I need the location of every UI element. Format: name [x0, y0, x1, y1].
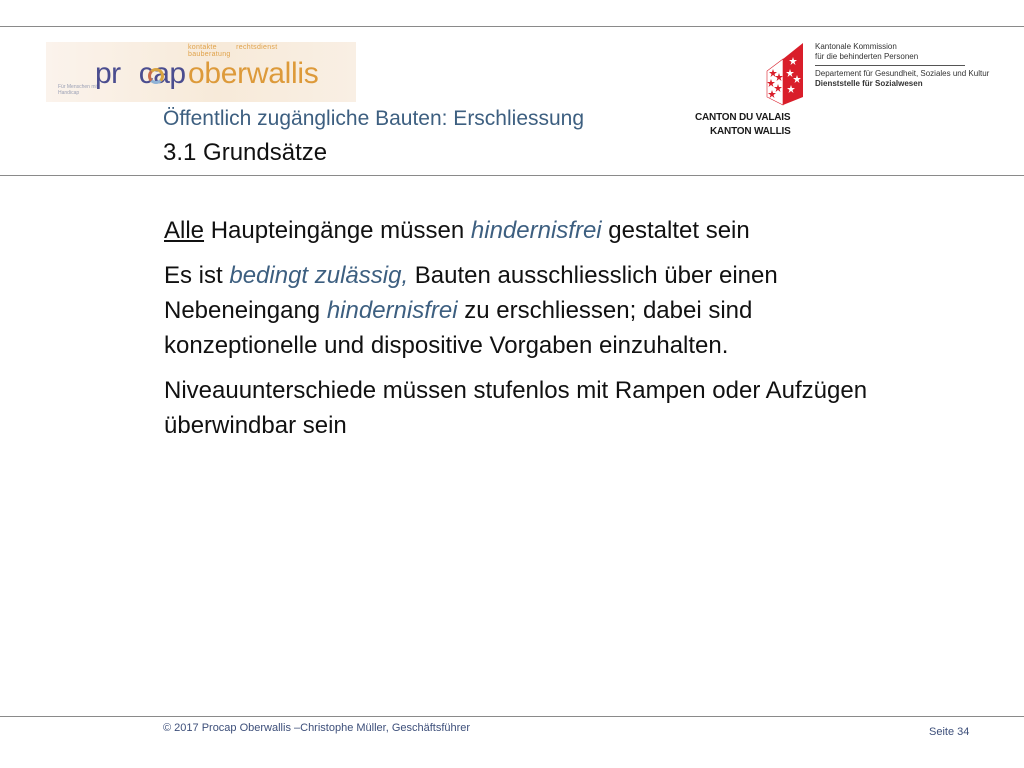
service-name: Dienststelle für Sozialwesen [815, 79, 923, 88]
logo-word-procap [95, 57, 186, 91]
p2-text-2: Bauten ausschliesslich über einen Nebeneingang [164, 262, 778, 324]
commission-line2: für die behinderten Personen [815, 52, 919, 61]
keyword-hindernisfrei-2: hindernisfrei [326, 297, 458, 324]
logo-word-pr: pr [95, 57, 121, 90]
department-name: Departement für Gesundheit, Soziales und Kultur [815, 69, 990, 78]
paragraph-main-entrances [164, 213, 904, 248]
footer-divider [0, 716, 1024, 717]
top-divider [0, 26, 1024, 27]
canton-label-de: KANTON WALLIS [710, 126, 791, 137]
slide-title: Öffentlich zugängliche Bauten: Erschliessung [163, 107, 585, 130]
keyword-hindernisfrei: hindernisfrei [470, 217, 602, 244]
paragraph-side-entrance [164, 258, 904, 363]
commission-block [815, 42, 989, 89]
p2-text-3: zu erschliessen; dabei sind konzeptionelle und dispositive Vorgaben einzuhalten. [164, 297, 753, 359]
header-divider [0, 175, 1024, 176]
commission-line1: Kantonale Kommission [815, 42, 897, 51]
logo-tagline: Für Menschen mit Handicap [58, 84, 99, 96]
logo-nav-item-kontakte: kontakte [188, 44, 217, 51]
keyword-bedingt-zulaessig: bedingt zulässig, [229, 262, 409, 289]
p1-text-1: Haupteingänge müssen [204, 217, 471, 244]
canton-label-fr: CANTON DU VALAIS [695, 112, 791, 123]
emphasis-alle: Alle [164, 217, 205, 244]
paragraph-level-differences: Niveauunterschiede müssen stufenlos mit Rampen oder Aufzügen überwindbar sein [164, 377, 868, 439]
slide-subtitle: 3.1 Grundsätze [163, 139, 328, 166]
logo-nav [188, 44, 356, 58]
p1-text-2: gestaltet sein [601, 217, 750, 244]
logo-nav-item-rechtsdienst: rechtsdienst [236, 44, 278, 51]
logo-ring-icon [148, 68, 164, 84]
slide-body [164, 213, 904, 453]
logo-word-oberwallis: oberwallis [188, 57, 319, 90]
logo-nav-item-bauberatung: bauberatung [188, 51, 231, 58]
procap-oberwallis-logo [46, 42, 356, 102]
commission-divider [815, 65, 965, 66]
canton-valais-emblem-icon [763, 41, 805, 107]
footer-copyright: © 2017 Procap Oberwallis –Christophe Müller, Geschäftsführer [163, 722, 471, 734]
footer-page-number: Seite 34 [929, 726, 970, 738]
p2-text-1: Es ist [164, 262, 230, 289]
logo-word-cap: cap [138, 57, 186, 90]
canton-label [695, 111, 791, 139]
